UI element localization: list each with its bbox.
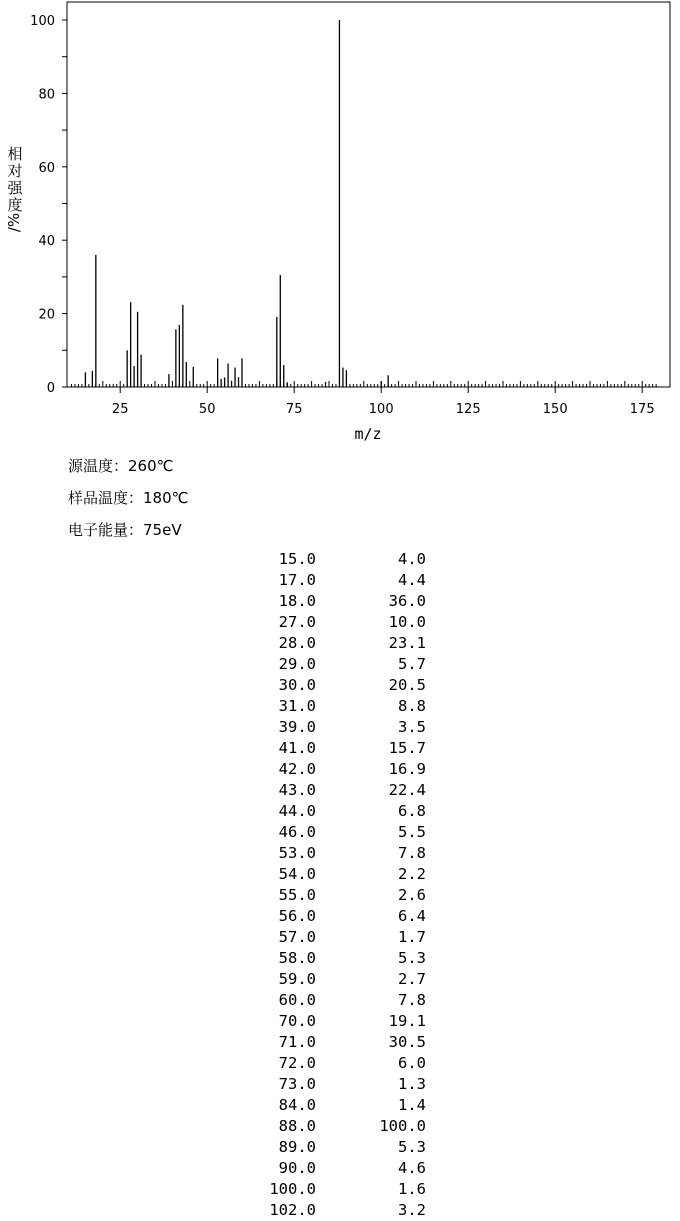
peak-row xyxy=(230,864,426,885)
peak-mz: 56.0 xyxy=(278,907,316,925)
peak-mz: 90.0 xyxy=(278,1159,316,1177)
peak-intensity: 4.4 xyxy=(398,571,426,589)
peak-intensity: 8.8 xyxy=(398,697,426,715)
peak-row xyxy=(230,1179,426,1200)
peak-mz: 29.0 xyxy=(278,655,316,673)
x-tick-label: 25 xyxy=(111,402,129,417)
peak-intensity: 7.8 xyxy=(398,844,426,862)
peak-intensity: 3.2 xyxy=(398,1201,426,1219)
peak-mz: 102.0 xyxy=(269,1201,316,1219)
peak-intensity: 5.3 xyxy=(398,949,426,967)
peak-row xyxy=(230,675,426,696)
x-tick-label: 75 xyxy=(285,402,303,417)
peak-row xyxy=(230,885,426,906)
y-axis-label-char: 对 xyxy=(7,162,23,180)
peak-mz: 43.0 xyxy=(278,781,316,799)
peak-intensity: 23.1 xyxy=(388,634,426,652)
mass-spectrum-chart xyxy=(0,0,680,450)
peak-intensity: 10.0 xyxy=(388,613,426,631)
peak-mz: 58.0 xyxy=(278,949,316,967)
peak-mz: 53.0 xyxy=(278,844,316,862)
peak-intensity: 1.7 xyxy=(398,928,426,946)
x-axis-label: m/z xyxy=(354,425,382,443)
peak-intensity: 6.8 xyxy=(398,802,426,820)
peak-bars xyxy=(85,20,388,387)
peak-intensity: 1.6 xyxy=(398,1180,426,1198)
peak-intensity: 20.5 xyxy=(388,676,426,694)
peak-mz: 46.0 xyxy=(278,823,316,841)
peak-intensity: 22.4 xyxy=(388,781,426,799)
peak-mz: 41.0 xyxy=(278,739,316,757)
y-axis-label-unit: /% xyxy=(5,212,24,233)
peak-mz: 60.0 xyxy=(278,991,316,1009)
peak-row xyxy=(230,822,426,843)
x-tick-label: 50 xyxy=(198,402,216,417)
y-axis-label-text xyxy=(5,146,25,231)
peak-mz: 28.0 xyxy=(278,634,316,652)
peak-row xyxy=(230,1116,426,1137)
peak-mz: 88.0 xyxy=(278,1117,316,1135)
peak-mz: 17.0 xyxy=(278,571,316,589)
peak-intensity: 100.0 xyxy=(379,1117,426,1135)
peak-row xyxy=(230,1053,426,1074)
x-tick-label: 150 xyxy=(542,402,568,417)
peak-intensity: 4.0 xyxy=(398,550,426,568)
peak-mz: 42.0 xyxy=(278,760,316,778)
peak-mz: 100.0 xyxy=(269,1180,316,1198)
peak-mz: 73.0 xyxy=(278,1075,316,1093)
peak-row xyxy=(230,948,426,969)
peak-intensity: 30.5 xyxy=(388,1033,426,1051)
x-tick-label: 125 xyxy=(455,402,481,417)
peak-mz: 18.0 xyxy=(278,592,316,610)
peak-mz: 72.0 xyxy=(278,1054,316,1072)
peak-row xyxy=(230,1158,426,1179)
peak-intensity: 16.9 xyxy=(388,760,426,778)
peak-row xyxy=(230,591,426,612)
x-tick-label: 175 xyxy=(629,402,655,417)
peak-intensity: 2.7 xyxy=(398,970,426,988)
peak-row xyxy=(230,759,426,780)
source-temperature: 源温度：260℃ xyxy=(68,457,174,475)
y-axis-label xyxy=(5,146,25,231)
peak-row xyxy=(230,780,426,801)
peak-mz: 71.0 xyxy=(278,1033,316,1051)
peak-mz: 84.0 xyxy=(278,1096,316,1114)
x-axis xyxy=(112,387,655,417)
plot-frame xyxy=(67,2,670,387)
peak-intensity: 5.5 xyxy=(398,823,426,841)
peak-row xyxy=(230,801,426,822)
y-tick-label: 80 xyxy=(38,87,55,103)
peak-row xyxy=(230,1074,426,1095)
peak-intensity: 4.6 xyxy=(398,1159,426,1177)
peak-row xyxy=(230,1011,426,1032)
x-minor-ticks xyxy=(71,381,656,387)
x-tick-label: 100 xyxy=(368,402,394,417)
peak-row xyxy=(230,1137,426,1158)
peak-row xyxy=(230,633,426,654)
peak-mz: 31.0 xyxy=(278,697,316,715)
peak-mz: 57.0 xyxy=(278,928,316,946)
y-tick-label: 0 xyxy=(46,381,55,396)
peak-row xyxy=(230,1095,426,1116)
peak-row xyxy=(230,570,426,591)
y-axis xyxy=(30,14,67,396)
sample-temperature: 样品温度：180℃ xyxy=(68,489,189,507)
peak-intensity: 19.1 xyxy=(388,1012,426,1030)
peak-mz: 39.0 xyxy=(278,718,316,736)
peak-row xyxy=(230,969,426,990)
peak-table xyxy=(230,549,426,1221)
peak-mz: 44.0 xyxy=(278,802,316,820)
peak-row xyxy=(230,1032,426,1053)
peak-row xyxy=(230,654,426,675)
peak-mz: 55.0 xyxy=(278,886,316,904)
peak-intensity: 3.5 xyxy=(398,718,426,736)
peak-mz: 70.0 xyxy=(278,1012,316,1030)
peak-intensity: 2.6 xyxy=(398,886,426,904)
peak-row xyxy=(230,696,426,717)
peak-row xyxy=(230,927,426,948)
peak-intensity: 15.7 xyxy=(388,739,426,757)
peak-intensity: 36.0 xyxy=(388,592,426,610)
y-tick-label: 60 xyxy=(38,160,55,176)
peak-row xyxy=(230,738,426,759)
peak-intensity: 2.2 xyxy=(398,865,426,883)
y-axis-label-char: 度 xyxy=(7,196,23,214)
peak-intensity: 5.3 xyxy=(398,1138,426,1156)
peak-row xyxy=(230,843,426,864)
peak-row xyxy=(230,549,426,570)
peak-row xyxy=(230,1200,426,1221)
y-axis-label-char: 相 xyxy=(7,145,23,163)
peak-mz: 59.0 xyxy=(278,970,316,988)
peak-row xyxy=(230,990,426,1011)
peak-intensity: 5.7 xyxy=(398,655,426,673)
y-tick-label: 100 xyxy=(30,14,55,29)
peak-intensity: 7.8 xyxy=(398,991,426,1009)
y-tick-label: 20 xyxy=(38,307,55,323)
peak-row xyxy=(230,612,426,633)
peak-intensity: 1.4 xyxy=(398,1096,426,1114)
peak-mz: 15.0 xyxy=(278,550,316,568)
peak-mz: 54.0 xyxy=(278,865,316,883)
peak-mz: 89.0 xyxy=(278,1138,316,1156)
y-axis-label-char: 强 xyxy=(7,179,23,197)
peak-row xyxy=(230,906,426,927)
electron-energy: 电子能量：75eV xyxy=(68,521,182,539)
peak-intensity: 1.3 xyxy=(398,1075,426,1093)
peak-mz: 27.0 xyxy=(278,613,316,631)
peak-row xyxy=(230,717,426,738)
peak-intensity: 6.0 xyxy=(398,1054,426,1072)
peak-mz: 30.0 xyxy=(278,676,316,694)
y-tick-label: 40 xyxy=(38,234,55,250)
peak-intensity: 6.4 xyxy=(398,907,426,925)
